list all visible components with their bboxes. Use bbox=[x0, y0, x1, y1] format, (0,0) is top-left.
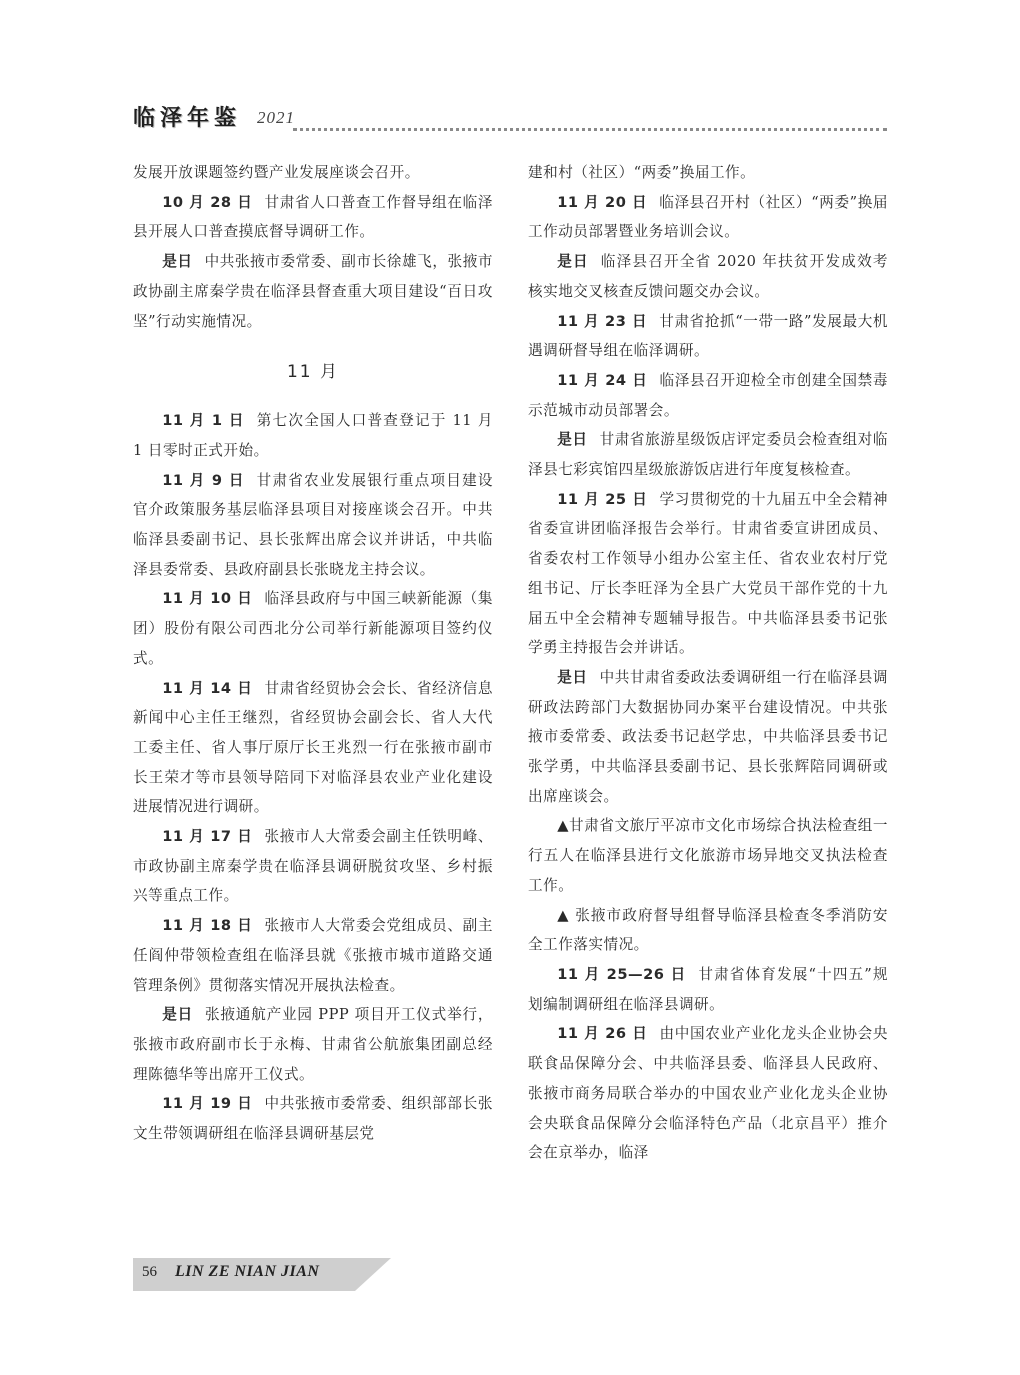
entry-paragraph bbox=[133, 911, 493, 1000]
entry-text: 临泽县召开村（社区）“两委”换届工作动员部署暨业务培训会议。 bbox=[528, 193, 888, 241]
entry-date: 是日 bbox=[557, 431, 588, 449]
entry-date: 11 月 24 日 bbox=[557, 371, 648, 389]
entry-text: ▲甘肃省文旅厅平凉市文化市场综合执法检查组一行五人在临泽县进行文化旅游市场异地交叉执法检查工作。 bbox=[528, 817, 888, 894]
month-heading: 11 月 bbox=[286, 362, 340, 383]
entry-text: 甘肃省经贸协会会长、省经济信息新闻中心主任王继烈，省经贸协会副会长、省人大代工委主任、省人事厅原厅长王兆烈一行在张掖市副市长王荣才等市县领导陪同下对临泽县农业产业化建设进展情况进行调研。 bbox=[133, 679, 493, 816]
entry-date: 11 月 14 日 bbox=[162, 679, 253, 697]
entry-paragraph bbox=[133, 674, 493, 823]
entry-paragraph bbox=[528, 901, 888, 960]
entry-text: 学习贯彻党的十九届五中全会精神省委宣讲团临泽报告会举行。甘肃省委宣讲团成员、省委农村工作领导小组办公室主任、省农业农村厅党组书记、厅长李旺泽为全县广大党员干部作党的十九届五中全会精神专题辅导报告。中共临泽县委书记张学勇主持报告会并讲话。 bbox=[528, 490, 888, 657]
right-column bbox=[528, 158, 888, 1168]
entry-paragraph bbox=[528, 188, 888, 247]
entry-date: 11 月 25 日 bbox=[557, 490, 648, 508]
entry-paragraph bbox=[133, 822, 493, 911]
right-paragraphs bbox=[528, 158, 888, 1168]
entry-text: 由中国农业产业化龙头企业协会央联食品保障分会、中共临泽县委、临泽县人民政府、张掖市商务局联合举办的中国农业产业化龙头企业协会央联食品保障分会临泽特色产品（北京昌平）推介会在京举办，临泽 bbox=[528, 1025, 888, 1162]
entry-text: 甘肃省人口普查工作督导组在临泽县开展人口普查摸底督导调研工作。 bbox=[133, 193, 493, 241]
entry-text: 张掖市人大常委会副主任铁明峰、市政协副主席秦学贵在临泽县调研脱贫攻坚、乡村振兴等重点工作。 bbox=[133, 828, 493, 905]
entry-text: 临泽县召开迎检全市创建全国禁毒示范城市动员部署会。 bbox=[528, 371, 888, 419]
entry-date: 11 月 1 日 bbox=[162, 412, 245, 430]
left-bottom-paragraphs bbox=[133, 406, 493, 1149]
entry-paragraph bbox=[528, 366, 888, 425]
entry-text: ▲ 张掖市政府督导组督导临泽县检查冬季消防安全工作落实情况。 bbox=[528, 906, 888, 954]
yearbook-year: 2021 bbox=[257, 108, 295, 127]
entry-paragraph bbox=[528, 485, 888, 663]
entry-date: 11 月 20 日 bbox=[557, 193, 648, 211]
yearbook-title: 临泽年鉴 bbox=[133, 106, 242, 131]
entry-paragraph bbox=[528, 425, 888, 484]
entry-text: 甘肃省农业发展银行重点项目建设官介政策服务基层临泽县项目对接座谈会召开。中共临泽县委副书记、县长张辉出席会议并讲话，中共临泽县委常委、县政府副县长张晓龙主持会议。 bbox=[133, 471, 493, 578]
entry-date: 11 月 18 日 bbox=[162, 917, 253, 935]
entry-text: 中共张掖市委常委、副市长徐雄飞，张掖市政协副主席秦学贵在临泽县督查重大项目建设“百日攻坚”行动实施情况。 bbox=[133, 253, 493, 330]
entry-text: 张掖市人大常委会党组成员、副主任阎仲带领检查组在临泽县就《张掖市城市道路交通管理条例》贯彻落实情况开展执法检查。 bbox=[133, 917, 493, 994]
entry-date: 11 月 10 日 bbox=[162, 590, 253, 608]
entry-date: 是日 bbox=[557, 253, 589, 271]
left-column bbox=[133, 158, 493, 1149]
entry-paragraph bbox=[133, 247, 493, 336]
header-dotted-rule bbox=[293, 128, 887, 131]
entry-paragraph bbox=[133, 466, 493, 585]
entry-date: 11 月 17 日 bbox=[162, 828, 253, 846]
left-top-paragraphs bbox=[133, 158, 493, 336]
entry-text: 甘肃省体育发展“十四五”规划编制调研组在临泽县调研。 bbox=[528, 965, 888, 1013]
entry-text: 临泽县政府与中国三峡新能源（集团）股份有限公司西北分公司举行新能源项目签约仪式。 bbox=[133, 590, 493, 667]
entry-date: 11 月 23 日 bbox=[557, 312, 648, 330]
entry-date: 11 月 26 日 bbox=[557, 1025, 648, 1043]
entry-text: 甘肃省抢抓“一带一路”发展最大机遇调研督导组在临泽调研。 bbox=[528, 312, 888, 360]
entry-text: 第七次全国人口普查登记于 11 月 1 日零时正式开始。 bbox=[133, 412, 493, 459]
running-header bbox=[133, 104, 887, 134]
entry-paragraph bbox=[528, 158, 888, 188]
entry-date: 是日 bbox=[557, 668, 588, 686]
entry-date: 是日 bbox=[162, 253, 193, 271]
entry-paragraph bbox=[133, 584, 493, 673]
entry-date: 11 月 25—26 日 bbox=[557, 965, 687, 983]
entry-text: 甘肃省旅游星级饭店评定委员会检查组对临泽县七彩宾馆四星级旅游饭店进行年度复核检查。 bbox=[528, 431, 888, 479]
entry-paragraph bbox=[133, 1089, 493, 1148]
entry-text: 中共张掖市委常委、组织部部长张文生带领调研组在临泽县调研基层党 bbox=[133, 1095, 493, 1143]
entry-paragraph bbox=[133, 158, 493, 188]
entry-text: 发展开放课题签约暨产业发展座谈会召开。 bbox=[133, 164, 420, 181]
entry-paragraph bbox=[528, 960, 888, 1019]
entry-text: 建和村（社区）“两委”换届工作。 bbox=[528, 164, 756, 181]
entry-paragraph bbox=[528, 1019, 888, 1168]
entry-paragraph bbox=[133, 188, 493, 247]
entry-text: 中共甘肃省委政法委调研组一行在临泽县调研政法跨部门大数据协同办案平台建设情况。中共张掖市委常委、政法委书记赵学忠，中共临泽县委书记张学勇，中共临泽县委副书记、县长张辉陪同调研或出席座谈会。 bbox=[528, 668, 888, 805]
entry-paragraph bbox=[133, 406, 493, 465]
entry-date: 11 月 9 日 bbox=[162, 471, 245, 489]
entry-paragraph bbox=[133, 1000, 493, 1089]
entry-date: 11 月 19 日 bbox=[162, 1095, 253, 1113]
entry-date: 10 月 28 日 bbox=[162, 193, 253, 211]
page-number: 56 bbox=[142, 1264, 157, 1280]
entry-paragraph bbox=[528, 663, 888, 812]
entry-text: 张掖通航产业园 PPP 项目开工仪式举行，张掖市政府副市长于永梅、甘肃省公航旅集团副总经理陈德华等出席开工仪式。 bbox=[133, 1006, 493, 1083]
footer-label: LIN ZE NIAN JIAN bbox=[175, 1263, 320, 1280]
footer-band-arrow bbox=[355, 1258, 391, 1291]
entry-paragraph bbox=[528, 307, 888, 366]
entry-paragraph bbox=[528, 811, 888, 900]
entry-text: 临泽县召开全省 2020 年扶贫开发成效考核实地交叉核查反馈问题交办会议。 bbox=[528, 253, 888, 300]
entry-paragraph bbox=[528, 247, 888, 306]
entry-date: 是日 bbox=[162, 1006, 193, 1024]
